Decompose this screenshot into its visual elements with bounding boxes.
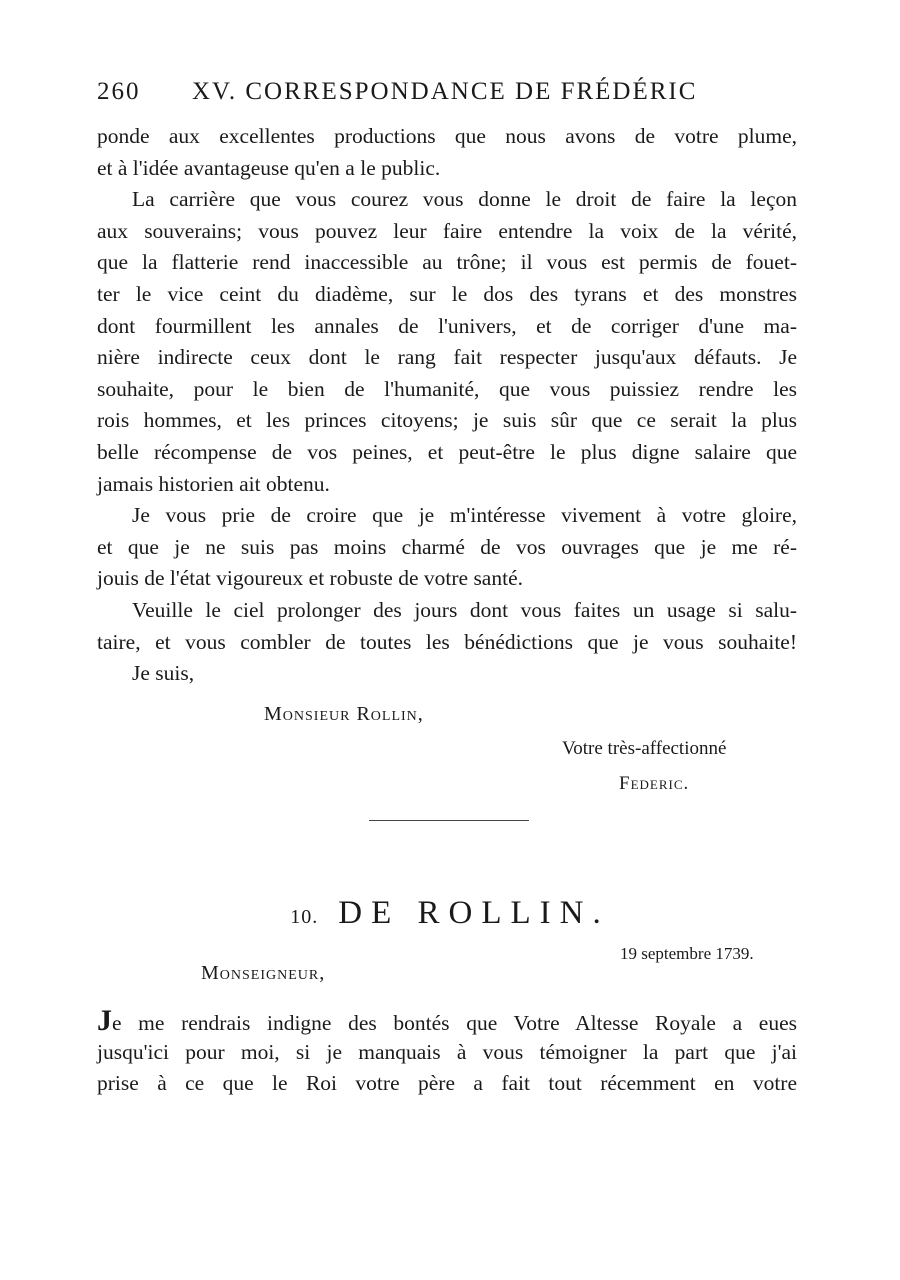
page-number: 260 <box>97 78 141 105</box>
text-line: et que je ne suis pas moins charmé de vos ouvrages que je me ré- <box>97 534 797 559</box>
text-line: prise à ce que le Roi votre père a fait tout récemment en votre <box>97 1071 797 1096</box>
running-head <box>97 78 803 110</box>
text-line: Veuille le ciel prolonger des jours dont vous faites un usage si salu- <box>132 597 797 622</box>
running-title: XV. CORRESPONDANCE DE FRÉDÉRIC <box>192 78 698 105</box>
text-line: aux souverains; vous pouvez leur faire entendre la voix de la vérité, <box>97 218 797 243</box>
closing-line: Je suis, <box>132 661 195 686</box>
section-heading <box>0 895 900 932</box>
text-line: La carrière que vous courez vous donne le droit de faire la leçon <box>132 187 797 212</box>
text-line: que la flatterie rend inaccessible au trône; il vous est permis de fouet- <box>97 250 797 275</box>
text-line: Je vous prie de croire que je m'intéresse vivement à votre gloire, <box>132 503 797 528</box>
text-line: ponde aux excellentes productions que nous avons de votre plume, <box>97 124 797 148</box>
text-line: dont fourmillent les annales de l'univers, et de corriger d'une ma- <box>97 313 797 338</box>
text-line: belle récompense de vos peines, et peut-être le plus digne salaire que <box>97 439 797 464</box>
text-line <box>97 1005 797 1037</box>
text-line: jamais historien ait obtenu. <box>97 471 330 496</box>
text-line: nière indirecte ceux dont le rang fait respecter jusqu'aux défauts. Je <box>97 345 797 370</box>
opening-text: e me rendrais indigne des bontés que Votre Altesse Royale a eues <box>112 1011 797 1035</box>
text-line: souhaite, pour le bien de l'humanité, que vous puissiez rendre les <box>97 376 797 401</box>
letter-date: 19 septembre 1739. <box>620 944 754 963</box>
salutation: Monseigneur, <box>201 962 326 984</box>
section-divider <box>369 820 529 821</box>
letter-address: Monsieur Rollin, <box>264 703 424 725</box>
text-line: jouis de l'état vigoureux et robuste de votre santé. <box>97 566 523 591</box>
letter-body <box>97 121 797 690</box>
text-line: ter le vice ceint du diadème, sur le dos des tyrans et des monstres <box>97 281 797 306</box>
valediction: Votre très-affectionné <box>562 738 727 759</box>
text-line: rois hommes, et les princes citoyens; je suis sûr que ce serait la plus <box>97 408 797 433</box>
text-line: et à l'idée avantageuse qu'en a le public. <box>97 155 441 180</box>
text-line: jusqu'ici pour moi, si je manquais à vous témoigner la part que j'ai <box>97 1039 797 1064</box>
section-title: DE ROLLIN. <box>338 895 610 931</box>
signature: Federic. <box>619 773 690 794</box>
letter-opening <box>97 1005 797 1100</box>
text-line: taire, et vous combler de toutes les bénédictions que je vous souhaite! <box>97 629 797 654</box>
section-number: 10. <box>290 906 319 928</box>
drop-cap: J <box>97 1004 112 1037</box>
